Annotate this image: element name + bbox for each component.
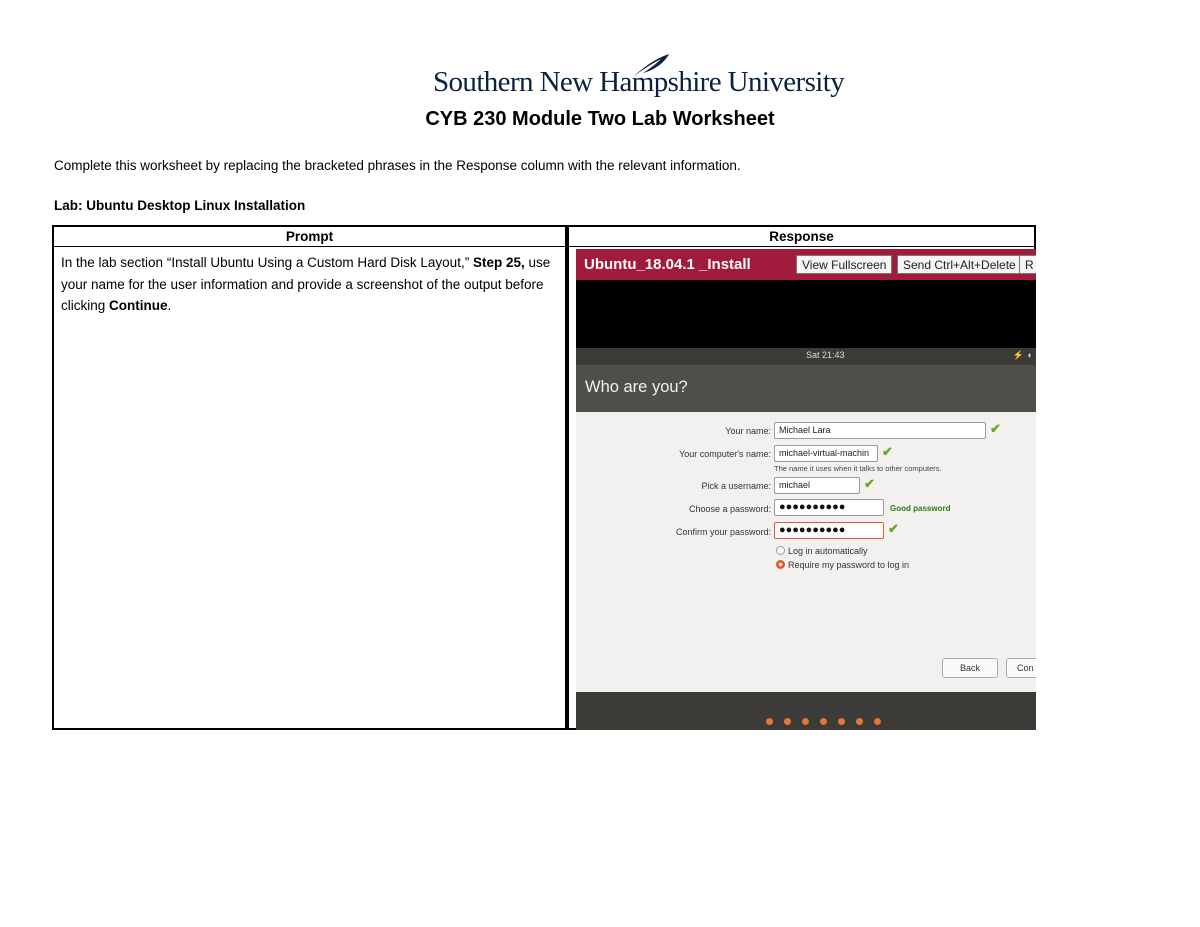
vm-title: Ubuntu_18.04.1 _Install [584,256,751,273]
prompt-part: In the lab section “Install Ubuntu Using a Custom Hard Disk Layout,” [61,255,473,270]
back-button[interactable]: Back [942,658,998,678]
feather-icon [625,52,671,82]
reset-button[interactable]: R [1019,255,1036,274]
computer-check-icon: ✔ [882,444,893,459]
university-name: Southern New Hampshire University [433,66,845,98]
confirm-check-icon: ✔ [888,521,899,536]
computer-name-input[interactable]: michael-virtual-machin [774,445,878,462]
worksheet-table [52,225,1036,730]
clock: Sat 21:43 [806,350,845,360]
prompt-end: . [167,298,172,313]
name-check-icon: ✔ [990,421,1001,436]
prompt-text [61,252,557,317]
progress-dot [820,718,827,725]
prompt-header: Prompt [285,229,334,244]
name-label: Your name: [725,426,771,436]
ubuntu-top-bar [576,348,1036,365]
prompt-continue: Continue [109,298,168,313]
prompt-step: Step 25, [472,255,525,270]
continue-button[interactable]: Con [1006,658,1036,678]
username-check-icon: ✔ [864,476,875,491]
progress-dot [784,718,791,725]
username-input[interactable]: michael [774,477,860,494]
progress-dot [838,718,845,725]
instructions-text: Complete this worksheet by replacing the bracketed phrases in the Response column with the relevant information. [54,158,741,173]
radio-on-icon [776,560,785,569]
confirm-password-input[interactable]: ●●●●●●●●●● [774,522,884,539]
prompt-part: use your name for the user information and provide a screenshot of the output before clicking [61,255,551,313]
lab-title: Lab: Ubuntu Desktop Linux Installation [54,198,306,213]
vm-display-gap [576,280,1036,348]
installer-heading: Who are you? [585,378,688,396]
view-fullscreen-button[interactable]: View Fullscreen [796,255,892,274]
name-input[interactable]: Michael Lara [774,422,986,439]
installer-screenshot [576,249,1036,730]
option-label: Log in automatically [788,546,868,556]
progress-dot [766,718,773,725]
vm-title-bar [576,249,1036,280]
header-divider [54,246,1034,247]
option-label: Require my password to log in [788,560,910,570]
user-form [576,412,1036,692]
confirm-password-label: Confirm your password: [675,527,771,537]
computer-name-label: Your computer's name: [679,449,771,459]
installer-header [576,365,1036,412]
progress-dot [856,718,863,725]
university-logo [433,52,845,104]
login-automatically-option[interactable] [776,546,868,556]
radio-off-icon [776,546,785,555]
document-title: CYB 230 Module Two Lab Worksheet [425,108,775,130]
password-strength: Good password [890,504,951,513]
column-divider [565,227,569,728]
send-ctrl-alt-delete-button[interactable]: Send Ctrl+Alt+Delete [897,255,1022,274]
username-label: Pick a username: [701,481,771,491]
password-input[interactable]: ●●●●●●●●●● [774,499,884,516]
system-tray-icon[interactable]: ⚡ ◖ [1012,350,1032,360]
computer-name-hint: The name it uses when it talks to other computers. [774,464,942,473]
require-password-option[interactable] [776,560,909,570]
password-label: Choose a password: [688,504,771,514]
progress-dot [874,718,881,725]
response-header: Response [769,229,834,244]
progress-dot [802,718,809,725]
